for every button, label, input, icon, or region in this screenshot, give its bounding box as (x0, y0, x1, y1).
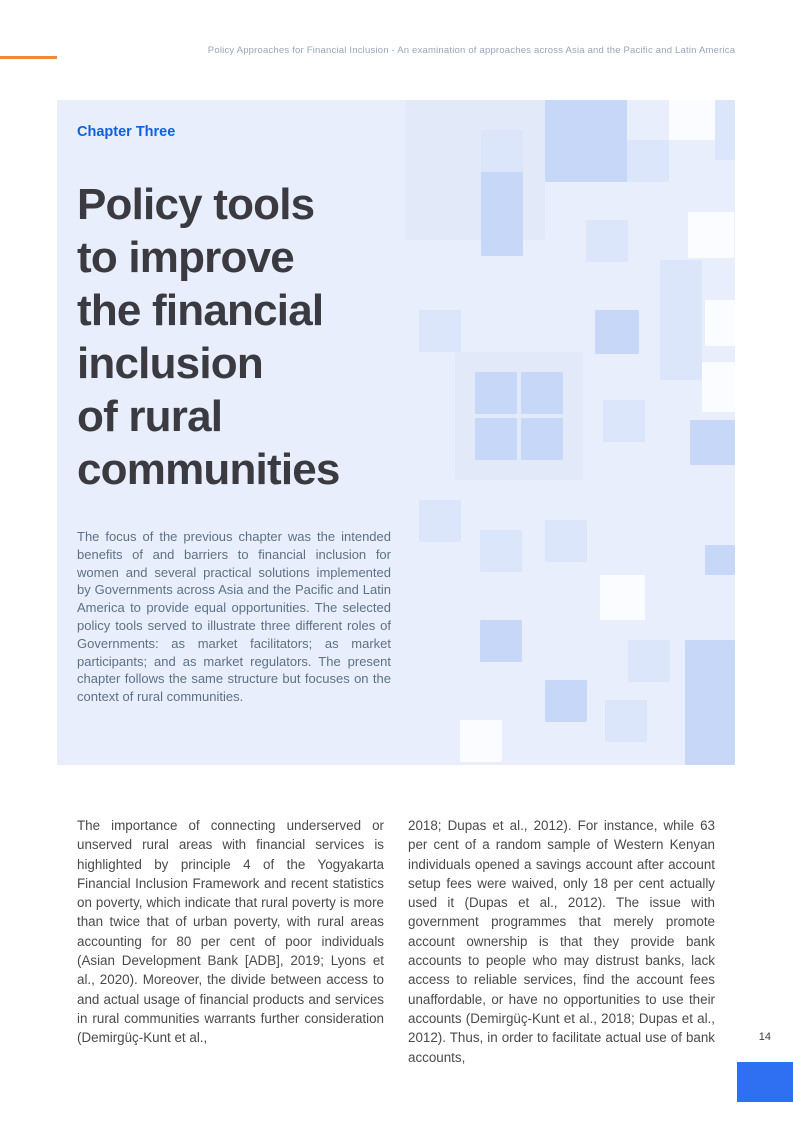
mosaic-square (627, 140, 669, 182)
mosaic-square (600, 575, 645, 620)
mosaic-square (521, 418, 563, 460)
hero-content (77, 100, 413, 706)
mosaic-square (605, 700, 647, 742)
mosaic-square (545, 520, 587, 562)
mosaic-square (545, 680, 587, 722)
mosaic-square (688, 212, 734, 258)
mosaic-square (475, 372, 517, 414)
chapter-label: Chapter Three (77, 124, 176, 140)
mosaic-square (419, 310, 461, 352)
header-accent-line (0, 56, 57, 59)
mosaic-square (480, 530, 522, 572)
chapter-title-line: communities (77, 445, 340, 494)
body-text (77, 816, 715, 1067)
mosaic-square (455, 352, 583, 480)
chapter-title-line: of rural (77, 392, 223, 441)
chapter-title-line: Policy tools (77, 180, 315, 229)
mosaic-square (595, 310, 639, 354)
chapter-title (77, 178, 413, 496)
mosaic-square (715, 100, 735, 160)
mosaic-square (475, 418, 517, 460)
mosaic-square (419, 500, 461, 542)
mosaic-square (521, 372, 563, 414)
mosaic-square (685, 640, 735, 765)
footer-accent-block (737, 1062, 793, 1102)
mosaic-square (669, 100, 715, 140)
chapter-intro: The focus of the previous chapter was the intended benefits of and barriers to financial inclusion for women and several practical solutions implemented by Governments across Asia and the Pacific and Latin America to provide equal opportunities. The selected policy tools served to illustrate three different roles of Governments: as market facilitators; as market participants; and as market regulators. The present chapter follows the same structure but focuses on the context of rural communities. (77, 529, 391, 705)
body-column-right: 2018; Dupas et al., 2012). For instance, while 63 per cent of a random sample of Western Kenyan individuals opened a savings account after account setup fees were waived, only 18 per cent actually used it (Dupas et al., 2012). The issue with government programmes that merely promote account ownership is that they provide bank accounts to people who may distrust banks, lack access to reliable services, find the account fees unaffordable, or have no opportunities to use their accounts (Demirgüç-Kunt et al., 2018; Dupas et al., 2012). Thus, in order to facilitate actual use of bank accounts, (408, 818, 715, 1065)
chapter-title-line: the financial (77, 286, 324, 335)
mosaic-square (405, 100, 545, 240)
mosaic-square (628, 640, 670, 682)
mosaic-square (702, 362, 735, 412)
mosaic-square (481, 130, 523, 172)
chapter-hero (57, 100, 735, 765)
mosaic-square (480, 620, 522, 662)
body-column-left: The importance of connecting underserved or unserved rural areas with financial services is highlighted by principle 4 of the Yogyakarta Financial Inclusion Framework and recent statistics on poverty, which indicate that rural poverty is more than twice that of urban poverty, with rural areas accounting for 80 per cent of poor individuals (Asian Development Bank [ADB], 2019; Lyons et al., 2020). Moreover, the divide between access to and actual usage of financial products and services in rural communities warrants further consideration (Demirgüç-Kunt et al., (77, 818, 384, 1046)
mosaic-square (690, 420, 735, 465)
mosaic-square (481, 172, 523, 256)
chapter-title-line: to improve (77, 233, 294, 282)
mosaic-square (660, 260, 702, 380)
mosaic-square (705, 300, 735, 346)
running-header: Policy Approaches for Financial Inclusion - An examination of approaches across Asia and the Pacific and Latin America (207, 45, 736, 56)
mosaic-square (545, 100, 627, 182)
mosaic-square (705, 545, 735, 575)
chapter-title-line: inclusion (77, 339, 263, 388)
mosaic-square (603, 400, 645, 442)
mosaic-square (586, 220, 628, 262)
page-number: 14 (758, 1031, 771, 1043)
mosaic-square (460, 720, 502, 762)
